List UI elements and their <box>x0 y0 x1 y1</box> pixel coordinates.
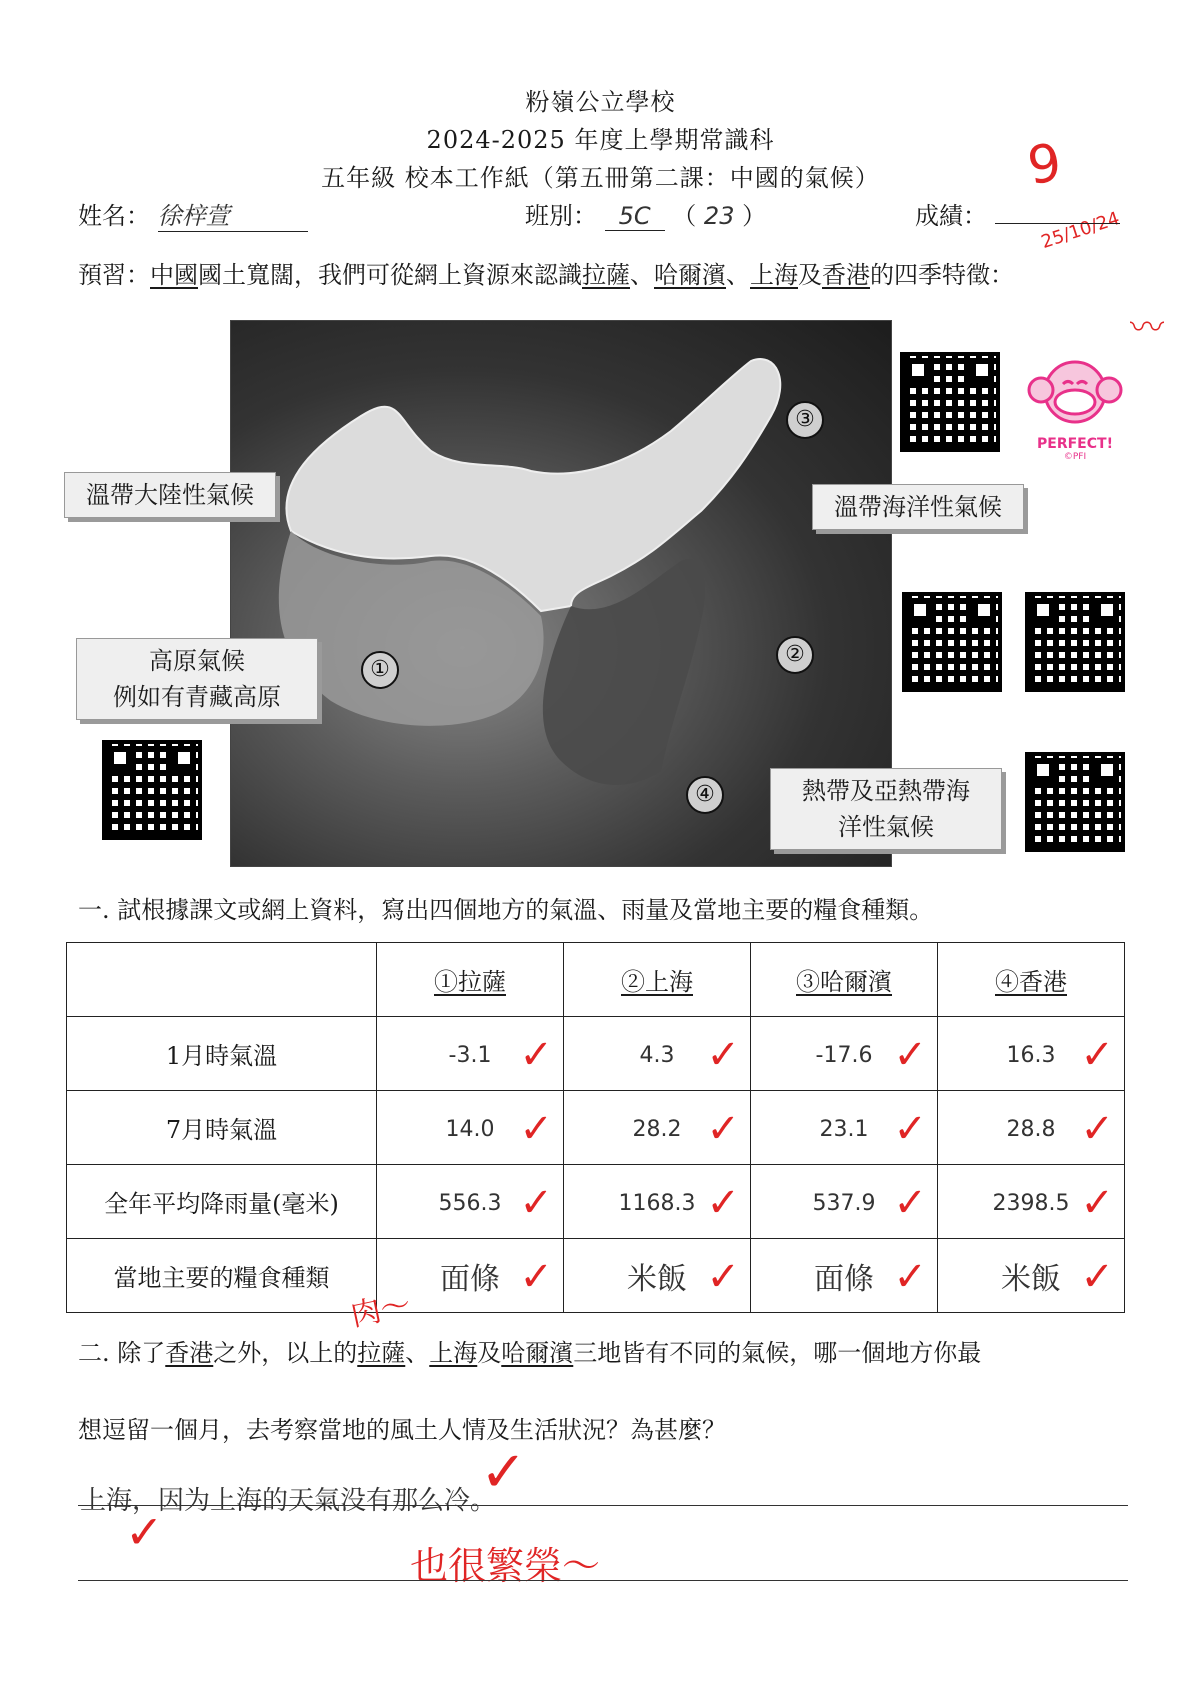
term-title: 2024-2025 年度上學期常識科 <box>426 126 775 154</box>
cell-value: 1168.3 <box>618 1190 696 1216</box>
row-label: 全年平均降雨量(毫米) <box>67 1165 377 1239</box>
table-row <box>67 1239 1125 1313</box>
column-header <box>564 943 751 1017</box>
table-cell[interactable] <box>377 1091 564 1165</box>
grade-field <box>915 196 1120 231</box>
tick-icon: ✓ <box>706 1254 740 1300</box>
cell-value: 28.8 <box>1006 1116 1056 1142</box>
tick-icon: ✓ <box>519 1032 553 1078</box>
q2-text-a: 二. 除了 <box>78 1339 166 1367</box>
cell-value: 面條 <box>440 1261 500 1297</box>
school-name: 粉嶺公立學校 <box>525 88 676 116</box>
answer-tick-icon-2: ✓ <box>125 1505 164 1559</box>
cell-value: 米飯 <box>627 1261 687 1297</box>
cell-value: 2398.5 <box>992 1190 1070 1216</box>
q2-text-e: 、 <box>405 1339 430 1367</box>
tick-icon: ✓ <box>519 1180 553 1226</box>
stamp-text: PERFECT! <box>1037 436 1113 452</box>
class-label: 班別： <box>525 202 597 230</box>
class-number[interactable]: 23 <box>703 202 735 230</box>
qr-code-shanghai-2[interactable] <box>1025 592 1125 692</box>
marker-hongkong: ④ <box>686 776 724 814</box>
table-cell[interactable] <box>564 1165 751 1239</box>
q1-prompt: 一. 試根據課文或網上資料，寫出四個地方的氣溫、雨量及當地主要的糧食種類。 <box>78 896 934 924</box>
tick-icon: ✓ <box>1080 1180 1114 1226</box>
table-row <box>67 1017 1125 1091</box>
label-tropical-line1: 熱帶及亞熱帶海 <box>802 777 970 805</box>
q2-text-g: 及 <box>477 1339 502 1367</box>
table-cell[interactable] <box>564 1091 751 1165</box>
label-plateau-line2: 例如有青藏高原 <box>113 683 281 711</box>
cell-value: 556.3 <box>438 1190 502 1216</box>
table-cell[interactable] <box>938 1165 1125 1239</box>
cell-value: 28.2 <box>632 1116 682 1142</box>
monkey-stamp-icon <box>1025 352 1125 432</box>
label-plateau <box>76 638 318 720</box>
row-label: 1月時氣溫 <box>67 1017 377 1091</box>
class-value[interactable]: 5C <box>605 202 665 231</box>
table-cell[interactable] <box>751 1239 938 1313</box>
cell-value: -3.1 <box>448 1042 492 1068</box>
preview-end: 的四季特徵： <box>870 261 1014 289</box>
q2-harbin: 哈爾濱 <box>501 1339 574 1367</box>
name-label: 姓名： <box>78 202 150 230</box>
row-label: 7月時氣溫 <box>67 1091 377 1165</box>
table-header-row <box>67 943 1125 1017</box>
preview-text: 國土寬闊，我們可從網上資源來認識 <box>198 261 582 289</box>
header-empty-cell <box>67 943 377 1017</box>
q2-text-c: 之外，以上的 <box>213 1339 358 1367</box>
q2-prompt-line1 <box>78 1333 981 1368</box>
tick-icon: ✓ <box>1080 1254 1114 1300</box>
qr-code-hongkong[interactable] <box>1025 752 1125 852</box>
tick-icon: ✓ <box>893 1032 927 1078</box>
marker-harbin: ③ <box>786 401 824 439</box>
table-cell[interactable] <box>751 1165 938 1239</box>
grade-label: 成績： <box>915 202 987 230</box>
q2-prompt-line2: 想逗留一個月，去考察當地的風土人情及生活狀況？為甚麼？ <box>78 1416 726 1444</box>
teacher-note: 肉～ <box>347 1287 414 1334</box>
cell-value: -17.6 <box>815 1042 873 1068</box>
column-shanghai: ②上海 <box>621 968 693 996</box>
tick-icon: ✓ <box>706 1180 740 1226</box>
preview-sep-1: 、 <box>630 261 654 289</box>
table-cell[interactable] <box>377 1165 564 1239</box>
preview-sep-3: 及 <box>798 261 822 289</box>
preview-label: 預習： <box>78 261 150 289</box>
cell-value: 面條 <box>814 1261 874 1297</box>
label-oceanic: 溫帶海洋性氣候 <box>812 484 1024 530</box>
row-label: 當地主要的糧食種類 <box>67 1239 377 1313</box>
q2-lhasa: 拉薩 <box>357 1339 406 1367</box>
climate-table <box>66 942 1125 1313</box>
q2-text-i: 三地皆有不同的氣候，哪一個地方你最 <box>573 1339 982 1367</box>
class-field <box>525 196 766 231</box>
cell-value: 537.9 <box>812 1190 876 1216</box>
cell-value: 23.1 <box>819 1116 869 1142</box>
preview-harbin: 哈爾濱 <box>654 261 726 289</box>
q2-shanghai: 上海 <box>429 1339 478 1367</box>
teacher-comment: 也很繁榮～ <box>410 1544 601 1588</box>
tick-icon: ✓ <box>519 1106 553 1152</box>
tick-icon: ✓ <box>706 1032 740 1078</box>
cell-value: 14.0 <box>445 1116 495 1142</box>
tick-icon: ✓ <box>893 1106 927 1152</box>
preview-hongkong: 香港 <box>822 261 870 289</box>
table-row <box>67 1091 1125 1165</box>
name-field <box>78 196 308 232</box>
teacher-scribble: 〰 <box>1130 308 1164 348</box>
tick-icon: ✓ <box>1080 1032 1114 1078</box>
label-continental: 溫帶大陸性氣候 <box>64 472 276 518</box>
stamp-subtext: ©PFI <box>1063 452 1087 462</box>
preview-china: 中國 <box>150 261 198 289</box>
table-row <box>67 1165 1125 1239</box>
tick-icon: ✓ <box>519 1254 553 1300</box>
cell-value: 米飯 <box>1001 1261 1061 1297</box>
qr-code-shanghai-1[interactable] <box>902 592 1002 692</box>
table-cell[interactable] <box>938 1239 1125 1313</box>
class-no-close: ） <box>742 202 767 230</box>
tick-icon: ✓ <box>1080 1106 1114 1152</box>
tick-icon: ✓ <box>893 1254 927 1300</box>
q2-answer[interactable]: 上海，因为上海的天氣没有那么冷。 <box>80 1486 497 1516</box>
tick-icon: ✓ <box>893 1180 927 1226</box>
column-header <box>377 943 564 1017</box>
qr-code-lhasa[interactable] <box>102 740 202 840</box>
label-plateau-line1: 高原氣候 <box>149 647 245 675</box>
column-lhasa: ①拉薩 <box>434 968 506 996</box>
label-tropical <box>770 768 1002 850</box>
answer-line-2 <box>78 1580 1128 1581</box>
tick-icon: ✓ <box>706 1106 740 1152</box>
column-header <box>751 943 938 1017</box>
perfect-stamp <box>1025 352 1125 462</box>
grade-blank[interactable] <box>995 199 1120 224</box>
cell-value: 4.3 <box>639 1042 675 1068</box>
answer-tick-icon: ✓ <box>480 1440 527 1505</box>
cell-value: 16.3 <box>1006 1042 1056 1068</box>
column-hongkong: ④香港 <box>995 968 1067 996</box>
grade-mark: 9 <box>1023 132 1066 198</box>
worksheet-title: 五年級 校本工作紙（第五冊第二課：中國的氣候） <box>321 164 880 192</box>
answer-line-1 <box>78 1505 1128 1506</box>
preview-line <box>78 255 1014 290</box>
column-header <box>938 943 1125 1017</box>
preview-sep-2: 、 <box>726 261 750 289</box>
table-cell[interactable] <box>938 1017 1125 1091</box>
preview-lhasa: 拉薩 <box>582 261 630 289</box>
qr-code-harbin[interactable] <box>900 352 1000 452</box>
marker-lhasa: ① <box>361 651 399 689</box>
marker-shanghai: ② <box>776 636 814 674</box>
table-cell[interactable] <box>564 1017 751 1091</box>
date-mark: 25/10/24 <box>1038 208 1123 253</box>
table-cell[interactable] <box>938 1091 1125 1165</box>
table-cell[interactable] <box>377 1017 564 1091</box>
table-cell[interactable] <box>751 1091 938 1165</box>
table-cell[interactable] <box>751 1017 938 1091</box>
class-no-open: （ <box>672 202 697 230</box>
name-value[interactable]: 徐梓萱 <box>158 196 308 232</box>
label-tropical-line2: 洋性氣候 <box>838 813 934 841</box>
q2-hongkong: 香港 <box>165 1339 214 1367</box>
preview-shanghai: 上海 <box>750 261 798 289</box>
table-cell[interactable] <box>564 1239 751 1313</box>
column-harbin: ③哈爾濱 <box>796 968 892 996</box>
